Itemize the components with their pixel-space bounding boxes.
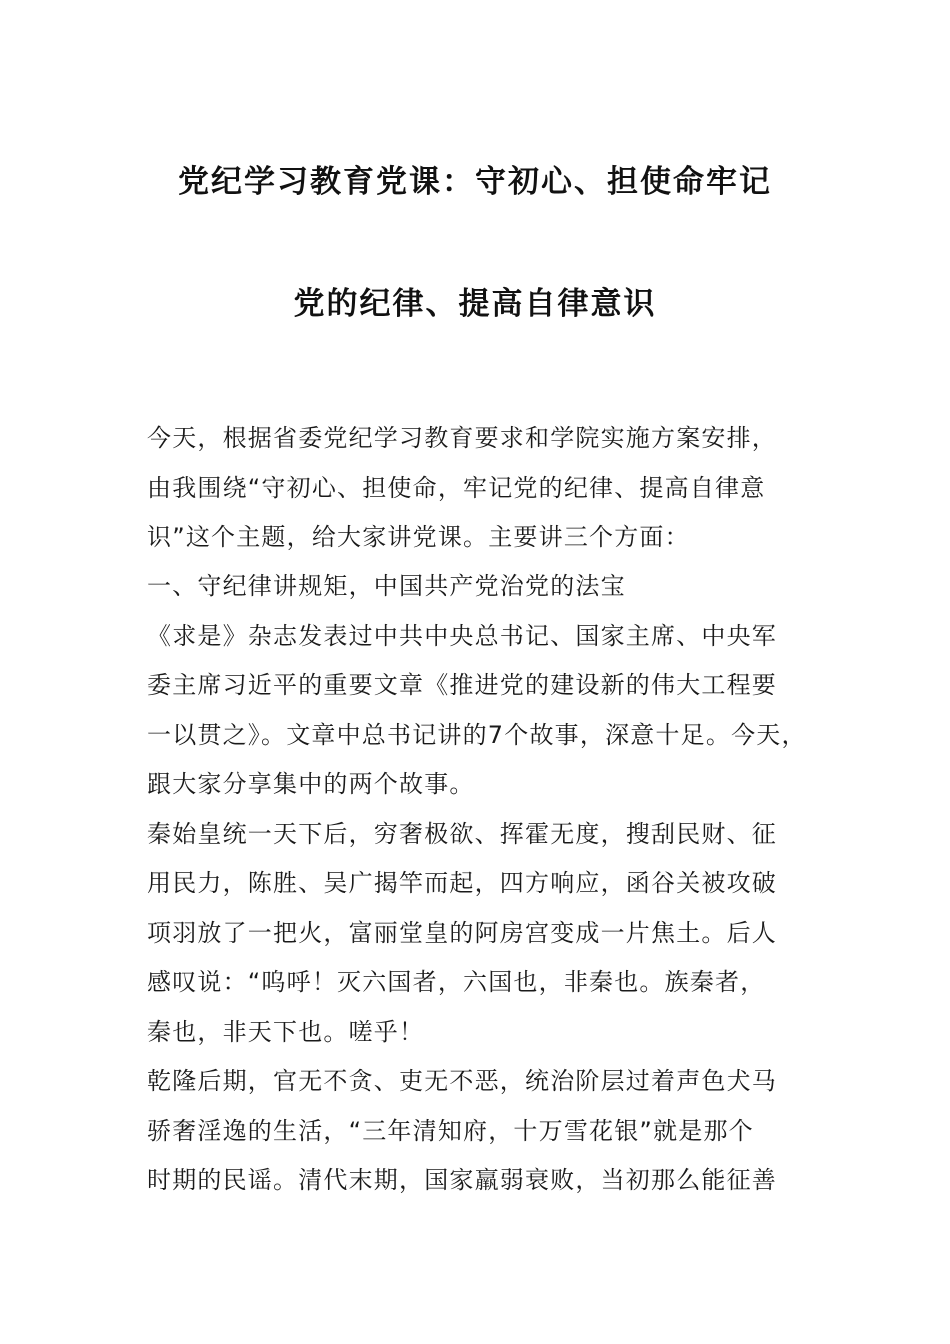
body-text-line: 秦也，非天下也。嗟乎！ bbox=[147, 1018, 425, 1046]
body-text-line: 委主席习近平的重要文章《推进党的建设新的伟大工程要 bbox=[147, 671, 777, 699]
section-heading: 一、守纪律讲规矩，中国共产党治党的法宝 bbox=[147, 572, 626, 600]
body-text-line: 秦始皇统一天下后，穷奢极欲、挥霍无度，搜刮民财、征 bbox=[147, 820, 777, 848]
body-text-line: 《求是》杂志发表过中共中央总书记、国家主席、中央军 bbox=[147, 622, 777, 650]
body-text-line: 时期的民谣。清代末期，国家羸弱衰败，当初那么能征善 bbox=[147, 1166, 777, 1194]
body-text-line: 项羽放了一把火，富丽堂皇的阿房宫变成一片焦土。后人 bbox=[147, 919, 777, 947]
document-title-line-1: 党纪学习教育党课：守初心、担使命牢记 bbox=[178, 164, 772, 200]
body-text-line: 用民力，陈胜、吴广揭竿而起，四方响应，函谷关被攻破 bbox=[147, 869, 777, 897]
body-text-line: 跟大家分享集中的两个故事。 bbox=[147, 770, 475, 798]
body-text-line: 乾隆后期，官无不贪、吏无不恶，统治阶层过着声色犬马 bbox=[147, 1067, 777, 1095]
document-title-line-2: 党的纪律、提高自律意识 bbox=[293, 286, 657, 322]
body-text-line: 一以贯之》。文章中总书记讲的7个故事，深意十足。今天， bbox=[147, 721, 807, 749]
body-text-line: 骄奢淫逸的生活，“三年清知府，十万雪花银”就是那个 bbox=[147, 1117, 754, 1145]
body-text-line: 由我围绕“守初心、担使命，牢记党的纪律、提高自律意 bbox=[147, 474, 766, 502]
body-text-line: 感叹说：“呜呼！灭六国者，六国也，非秦也。族秦者， bbox=[147, 968, 766, 996]
body-text-line: 今天，根据省委党纪学习教育要求和学院实施方案安排， bbox=[147, 424, 777, 452]
body-text-line: 识”这个主题，给大家讲党课。主要讲三个方面： bbox=[147, 523, 690, 551]
